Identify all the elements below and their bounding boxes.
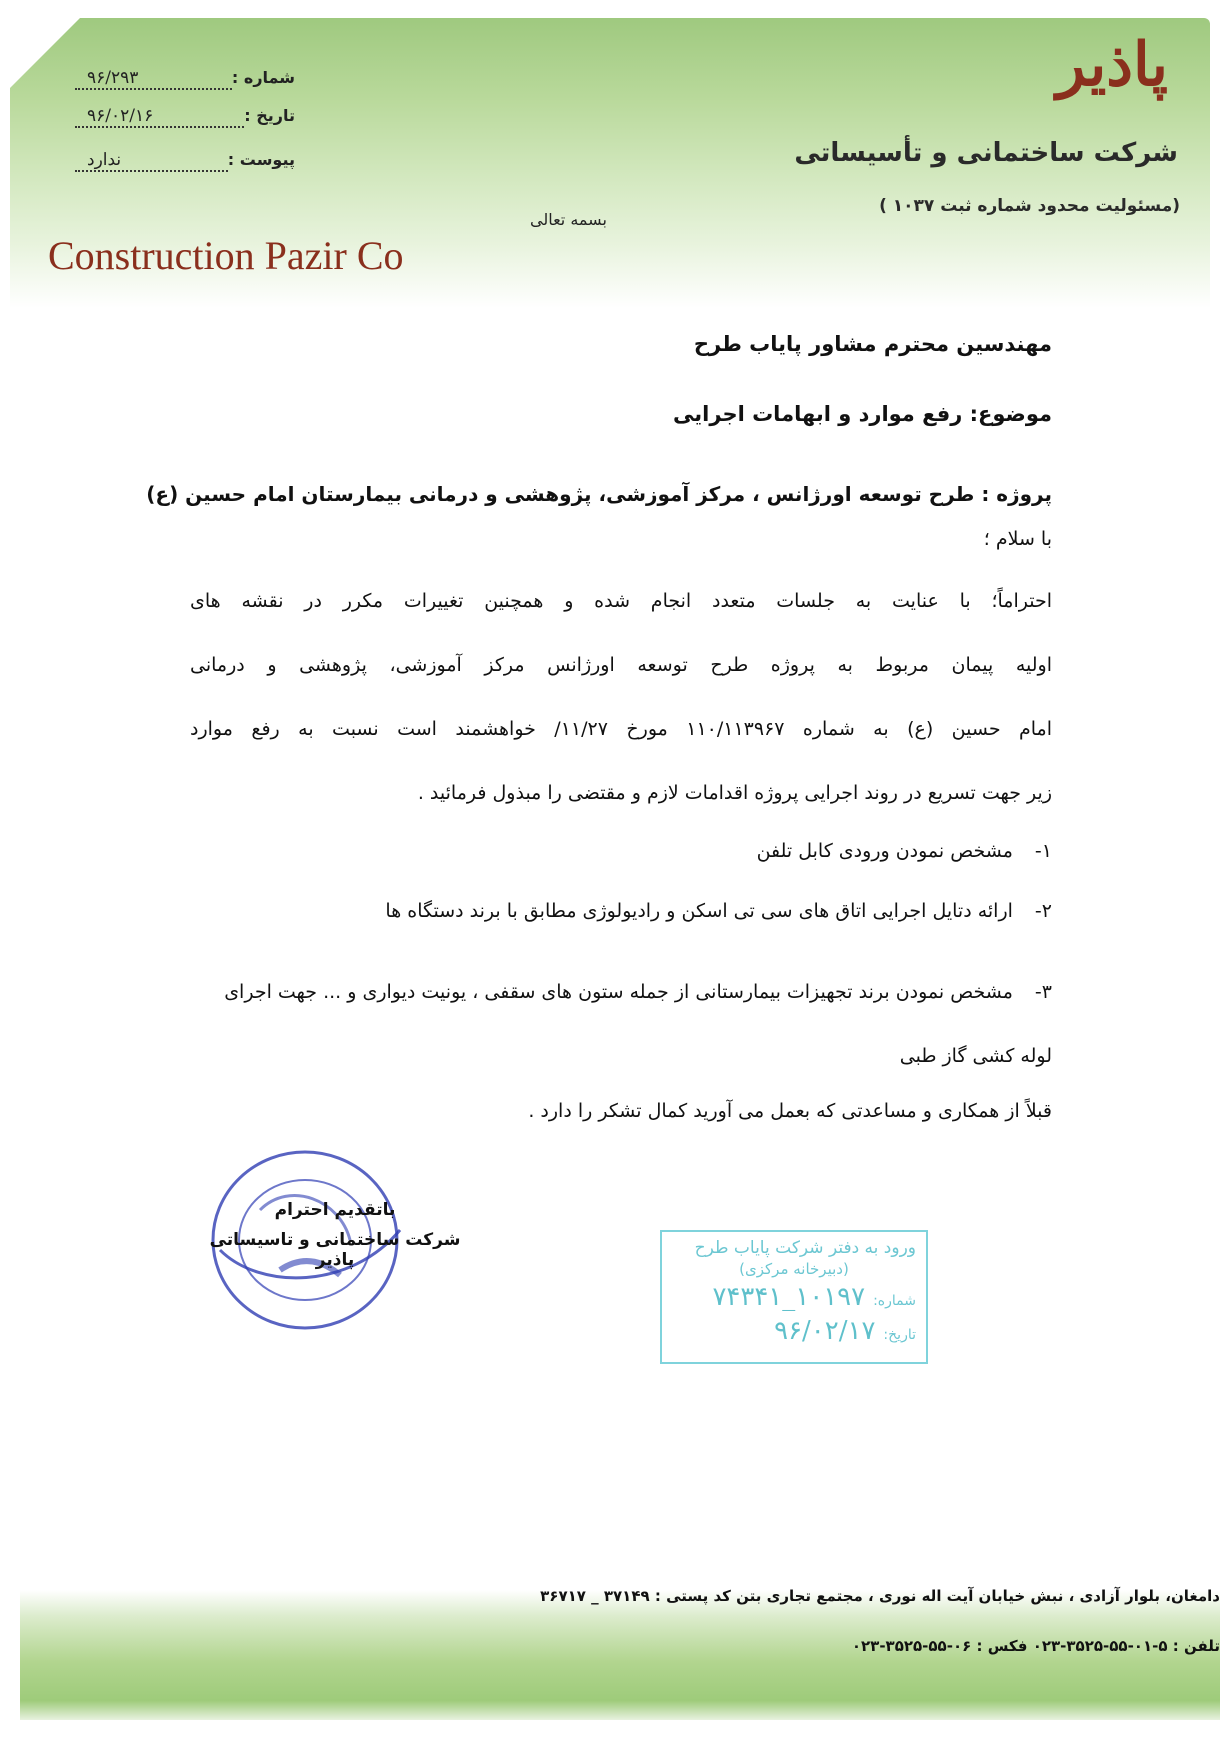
stamp-number-row (672, 1282, 916, 1312)
signature-block (190, 1200, 480, 1280)
stamp-date-value: ۹۶/۰۲/۱۷ (774, 1316, 876, 1346)
letter-number-value: ۹۶/۲۹۳ (75, 68, 232, 90)
stamp-subtitle: (دبیرخانه مرکزی) (739, 1260, 849, 1278)
list-item (190, 840, 1052, 900)
letter-date-value: ۹۶/۰۲/۱۶ (75, 106, 244, 128)
project-title: پروژه : طرح توسعه اورژانس ، مرکز آموزشی، پژوهشی و درمانی بیمارستان امام حسین (ع) (146, 482, 1052, 506)
registry-number: (مسئولیت محدود شماره ثبت ۱۰۳۷ ) (879, 196, 1180, 216)
stamp-title: ورود به دفتر شرکت پایاب طرح (694, 1238, 916, 1258)
stamp-date-label: تاریخ: (883, 1327, 916, 1343)
recipient: مهندسین محترم مشاور پایاب طرح (693, 332, 1052, 356)
stamp-number-value: ۱۰۱۹۷_۷۴۳۴۱ (712, 1282, 866, 1312)
subject: موضوع: رفع موارد و ابهامات اجرایی (673, 402, 1052, 426)
footer-address: دامغان، بلوار آزادی ، نبش خیابان آیت اله نوری ، مجتمع تجاری بتن کد پستی : ۳۷۱۴۹ _ ۳۶۷۱۷ (540, 1587, 1220, 1605)
body-line: زیر جهت تسریع در روند اجرایی پروژه اقدامات لازم و مقتضی را مبذول فرمائید . (417, 782, 1052, 804)
attachment-value: ندارد (75, 150, 228, 172)
body-paragraph (190, 590, 1052, 846)
body-line: اولیه پیمان مربوط به پروژه طرح توسعه اورژانس مرکز آموزشی، پژوهشی و درمانی (190, 654, 1052, 676)
attachment-label: پیوست : (227, 150, 295, 169)
stamp-date-row (672, 1316, 916, 1346)
item-number: ۱- (1034, 840, 1052, 862)
item-text: مشخص نمودن ورودی کابل تلفن (756, 840, 1013, 862)
regards: باتقدیم احترام (274, 1200, 396, 1220)
footer-band (20, 1590, 1220, 1720)
company-name-en: Construction Pazir Co (48, 233, 404, 278)
body-line: احتراماً؛ با عنایت به جلسات متعدد انجام شده و همچنین تغییرات مکرر در نقشه های (190, 590, 1052, 612)
company-name-fa: شرکت ساختمانی و تأسیساتی (794, 138, 1178, 168)
body-line: امام حسین (ع) به شماره ۱۱۰/۱۱۳۹۶۷ مورخ ۱۱/۲۷/ خواهشمند است نسبت به رفع موارد (190, 718, 1053, 740)
closing-sentence: قبلاً از همکاری و مساعدتی که بعمل می آورید کمال تشکر را دارد . (528, 1100, 1052, 1122)
letter-number-label: شماره : (231, 68, 295, 87)
item-text: مشخص نمودن برند تجهیزات بیمارستانی از جمله ستون های سقفی ، یونیت دیواری و ... جهت اجرای لوله کشی گاز طبی (224, 981, 1052, 1067)
letter-number-row (75, 68, 295, 90)
item-text: ارائه دتایل اجرایی اتاق های سی تی اسکن و رادیولوژی مطابق با برند دستگاه ها (385, 900, 1013, 922)
bismillah: بسمه تعالی (530, 210, 607, 229)
list-item (190, 960, 1052, 1084)
stamp-number-label: شماره: (873, 1293, 916, 1309)
letter-date-row (75, 106, 295, 128)
letter-date-label: تاریخ : (244, 106, 295, 125)
signatory-company: شرکت ساختمانی و تاسیساتی پاذیر (209, 1230, 461, 1270)
greeting: با سلام ؛ (983, 528, 1052, 550)
brand-logo: پاذیر (1056, 30, 1168, 100)
list-item (190, 900, 1052, 960)
item-number: ۳- (1034, 981, 1052, 1003)
folded-corner (10, 18, 80, 88)
item-number: ۲- (1034, 900, 1052, 922)
footer-phones: تلفن : ۵-۰۱-۵۵-۳۵۲۵-۰۲۳ فکس : ۰۶-۵۵-۳۵۲۵-۰۲۳ (851, 1637, 1220, 1655)
receipt-stamp (660, 1230, 928, 1364)
attachment-row (75, 150, 295, 172)
request-list (190, 840, 1052, 1084)
